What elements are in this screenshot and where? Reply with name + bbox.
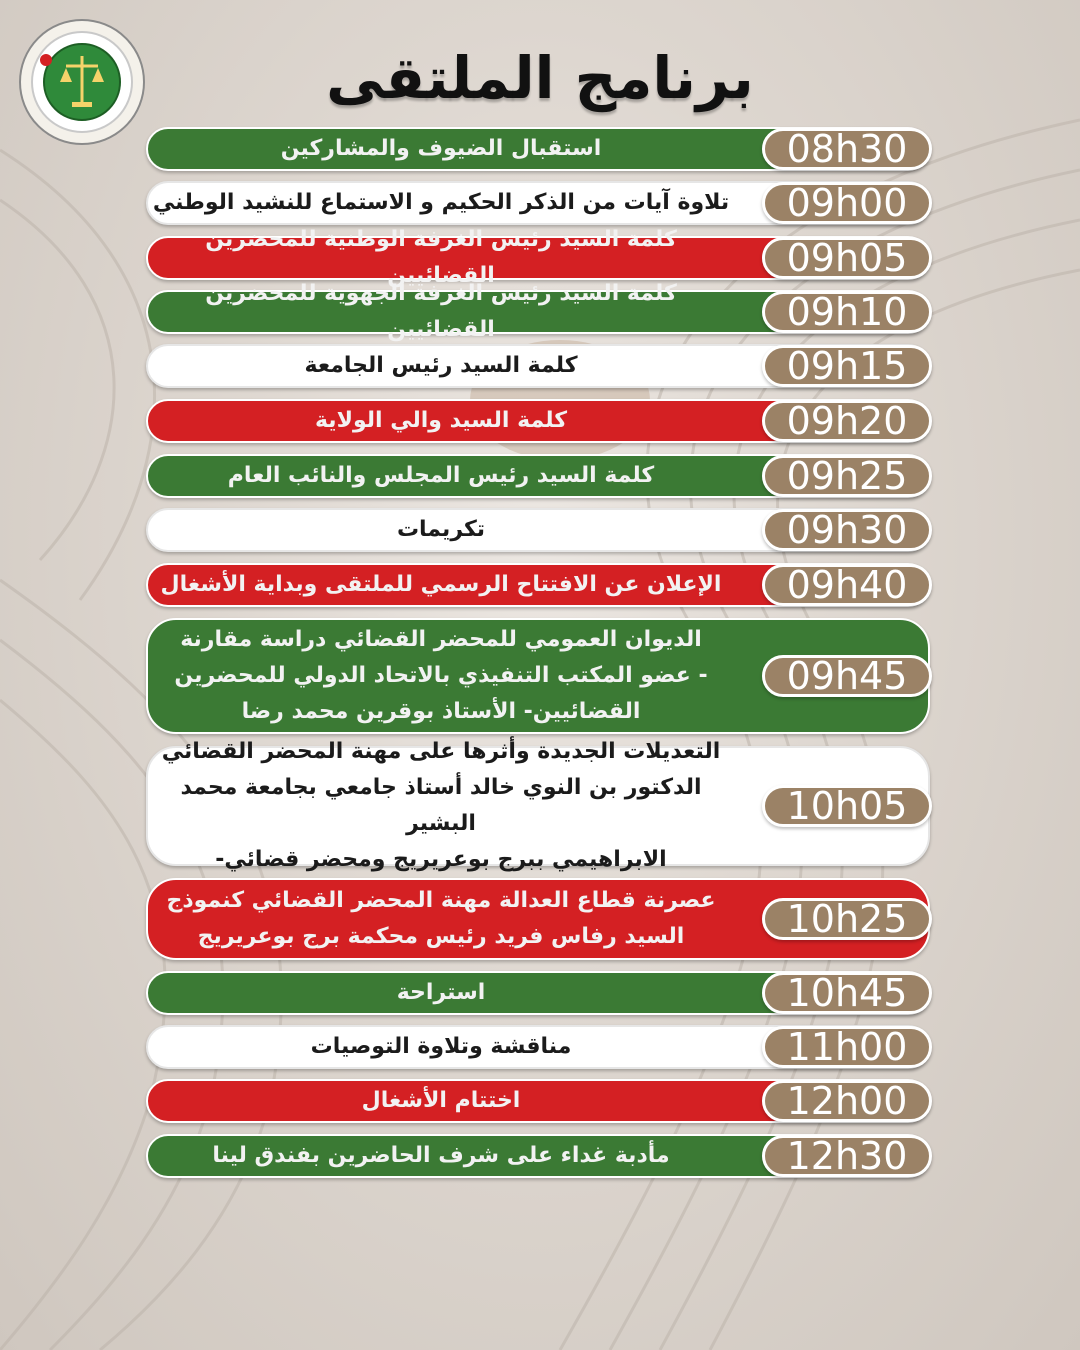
schedule-time-pill: 11h00 bbox=[762, 1026, 932, 1068]
schedule-item-line: الإعلان عن الافتتاح الرسمي للملتقى وبداية الأشغال bbox=[160, 572, 722, 597]
schedule-item-line: تلاوة آيات من الذكر الحكيم و الاستماع للنشيد الوطني bbox=[152, 190, 730, 215]
schedule-item-line: كلمة السيد رئيس الغرفة الوطنية للمحضرين القضائيين bbox=[205, 227, 677, 288]
schedule-time-pill: 09h10 bbox=[762, 291, 932, 333]
schedule-item-line: السيد رفاس فريد رئيس محكمة برج بوعريريج bbox=[197, 924, 685, 949]
schedule-item-line: كلمة السيد رئيس الجامعة bbox=[304, 353, 578, 378]
schedule-item-line: اختتام الأشغال bbox=[361, 1088, 521, 1113]
schedule-time-pill: 10h05 bbox=[762, 785, 932, 827]
schedule-item-line: استراحة bbox=[396, 980, 486, 1005]
schedule-time-pill: 09h20 bbox=[762, 400, 932, 442]
schedule-time-pill: 09h05 bbox=[762, 237, 932, 279]
schedule-time-pill: 09h25 bbox=[762, 455, 932, 497]
page-title: برنامج الملتقى bbox=[326, 44, 754, 112]
schedule-item-line: كلمة السيد والي الولاية bbox=[314, 408, 568, 433]
schedule-item-line: القضائيين- الأستاذ بوقرين محمد رضا bbox=[241, 699, 641, 724]
schedule-time-pill: 09h00 bbox=[762, 182, 932, 224]
schedule-time-pill: 09h15 bbox=[762, 345, 932, 387]
justice-emblem-logo-icon bbox=[16, 16, 148, 148]
schedule-item-line: مناقشة وتلاوة التوصيات bbox=[310, 1034, 572, 1059]
schedule-time-pill: 10h25 bbox=[762, 898, 932, 940]
schedule-item-line: عصرنة قطاع العدالة مهنة المحضر القضائي كنموذج bbox=[166, 888, 716, 913]
schedule-time-pill: 09h45 bbox=[762, 655, 932, 697]
schedule-item-line: الابراهيمي ببرج بوعريريج ومحضر قضائي- bbox=[215, 847, 667, 872]
schedule-item-line: التعديلات الجديدة وأثرها على مهنة المحضر القضائي bbox=[161, 739, 721, 764]
schedule-item-line: مأدبة غداء على شرف الحاضرين بفندق لينا bbox=[212, 1143, 670, 1168]
schedule-item-line: تكريمات bbox=[396, 517, 486, 542]
schedule-time-pill: 09h30 bbox=[762, 509, 932, 551]
schedule-item-line: كلمة السيد رئيس الغرفة الجهوية للمحضرين القضائيين bbox=[205, 281, 677, 342]
schedule-time-pill: 10h45 bbox=[762, 972, 932, 1014]
schedule-time-pill: 08h30 bbox=[762, 128, 932, 170]
schedule-item-line: استقبال الضيوف والمشاركين bbox=[280, 136, 602, 161]
schedule-item-line: الديوان العمومي للمحضر القضائي دراسة مقارنة bbox=[180, 627, 702, 652]
schedule-time-pill: 12h30 bbox=[762, 1135, 932, 1177]
schedule-item-line: الدكتور بن النوي خالد أستاذ جامعي بجامعة محمد البشير bbox=[180, 775, 702, 836]
schedule-item-line: - عضو المكتب التنفيذي بالاتحاد الدولي للمحضرين bbox=[174, 663, 708, 688]
schedule-item-line: كلمة السيد رئيس المجلس والنائب العام bbox=[227, 463, 655, 488]
schedule-time-pill: 12h00 bbox=[762, 1080, 932, 1122]
schedule-time-pill: 09h40 bbox=[762, 564, 932, 606]
